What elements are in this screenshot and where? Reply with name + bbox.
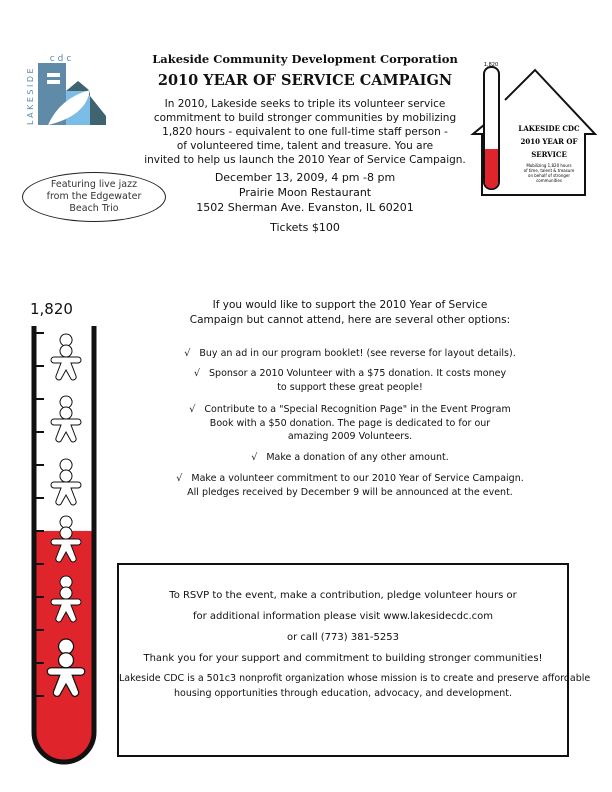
- badge-title: 2010 YEAR OF: [520, 137, 578, 146]
- option-text: Make a donation of any other amount.: [266, 452, 449, 463]
- option-item: [150, 403, 550, 444]
- rsvp-line: To RSVP to the event, make a contribution, pledge volunteer hours or: [169, 590, 517, 601]
- badge-title: LAKESIDE CDC: [518, 124, 580, 133]
- rsvp-phone-line: or call (773) 381-5253: [287, 632, 399, 643]
- check-icon: √: [193, 368, 200, 379]
- intro-line: 1,820 hours - equivalent to one full-time staff person -: [162, 126, 448, 138]
- mission-line: Lakeside CDC is a 501c3 nonprofit organization whose mission is to create and preserve affordable: [119, 673, 591, 684]
- volunteer-figure-icon: [51, 334, 81, 380]
- option-item: [150, 451, 550, 465]
- thermometer-fill-bulb: [34, 732, 94, 762]
- intro-paragraph: [130, 97, 480, 167]
- intro-line: commitment to build stronger communities by mobilizing: [153, 112, 457, 124]
- campaign-title: 2010 YEAR OF SERVICE CAMPAIGN: [157, 72, 453, 89]
- svg-text:of time, talent & treasure: of time, talent & treasure: [523, 168, 575, 173]
- option-text: amazing 2009 Volunteers.: [287, 431, 413, 442]
- badge-title: SERVICE: [531, 150, 567, 159]
- option-item: [150, 347, 550, 361]
- lakeside-cdc-logo: [20, 48, 110, 138]
- mission-line: housing opportunities through education, advocacy, and development.: [173, 688, 512, 699]
- goal-label: 1,820: [30, 300, 73, 318]
- thermometer-fill: [34, 531, 94, 732]
- check-icon: √: [251, 452, 258, 463]
- option-text: Buy an ad in our program booklet! (see reverse for layout details).: [199, 348, 516, 359]
- house-badge: [465, 55, 600, 200]
- intro-line: In 2010, Lakeside seeks to triple its volunteer service: [164, 98, 446, 110]
- jazz-line: Featuring live jazz: [50, 179, 138, 190]
- jazz-line: Beach Trio: [69, 203, 119, 214]
- option-item: [150, 367, 550, 394]
- jazz-line: from the Edgewater: [46, 191, 142, 202]
- options-heading-line: If you would like to support the 2010 Year of Service: [212, 299, 488, 311]
- option-text: Book with a $50 donation. The page is dedicated to for our: [209, 417, 491, 429]
- ticket-price: Tickets $100: [270, 221, 340, 234]
- volunteer-thermometer: [28, 322, 108, 777]
- check-icon: √: [184, 348, 191, 359]
- org-name: Lakeside Community Development Corporation: [152, 52, 458, 66]
- intro-line: invited to help us launch the 2010 Year of Service Campaign.: [144, 154, 466, 166]
- event-details: [130, 170, 480, 215]
- options-heading: [150, 298, 550, 328]
- option-text: Contribute to a "Special Recognition Page" in the Event Program: [204, 404, 511, 415]
- option-item: [150, 472, 550, 499]
- svg-text:communities: communities: [536, 178, 562, 183]
- volunteer-figure-icon: [51, 459, 81, 505]
- option-text: Sponsor a 2010 Volunteer with a $75 donation. It costs money: [209, 368, 507, 379]
- thank-you-line: Thank you for your support and commitment to building stronger communities!: [143, 653, 543, 664]
- event-venue: Prairie Moon Restaurant: [238, 186, 372, 199]
- jazz-callout: [22, 172, 166, 222]
- option-text: to support these great people!: [277, 381, 423, 393]
- event-date: December 13, 2009, 4 pm -8 pm: [214, 171, 396, 184]
- check-icon: √: [189, 404, 196, 415]
- volunteer-figure-icon: [51, 396, 81, 442]
- event-address: 1502 Sherman Ave. Evanston, IL 60201: [196, 201, 414, 214]
- check-icon: √: [176, 473, 183, 484]
- svg-text:Mobilizing 1,820 hours: Mobilizing 1,820 hours: [526, 163, 572, 168]
- svg-text:on behalf of stronger: on behalf of stronger: [528, 173, 570, 178]
- option-text: All pledges received by December 9 will be announced at the event.: [187, 486, 513, 498]
- svg-text:cdc: cdc: [49, 54, 75, 64]
- options-heading-line: Campaign but cannot attend, here are several other options:: [189, 314, 511, 326]
- rsvp-box: [117, 563, 591, 757]
- rsvp-website-line[interactable]: for additional information please visit www.lakesidecdc.com: [192, 611, 494, 622]
- svg-text:1,820: 1,820: [483, 62, 499, 68]
- svg-text:LAKESIDE: LAKESIDE: [26, 65, 35, 125]
- intro-line: of volunteered time, talent and treasure. You are: [176, 140, 434, 152]
- option-text: Make a volunteer commitment to our 2010 Year of Service Campaign.: [191, 473, 524, 484]
